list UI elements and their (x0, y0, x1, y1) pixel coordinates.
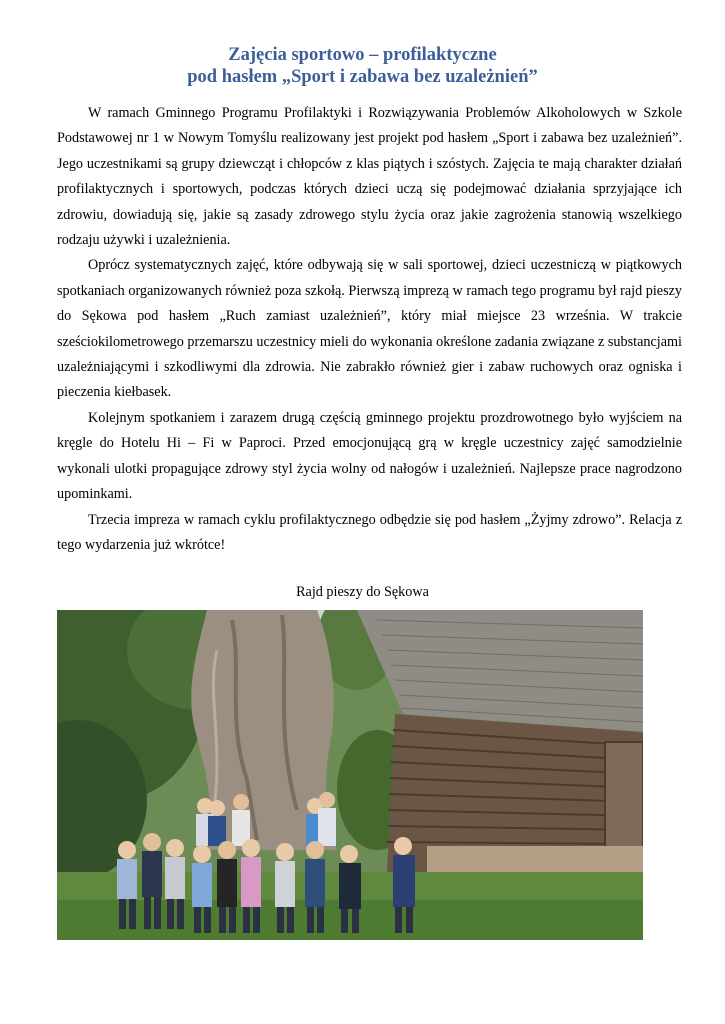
photo-caption: Rajd pieszy do Sękowa (296, 584, 429, 600)
page-title (0, 44, 725, 88)
paragraph-2: Oprócz systematycznych zajęć, które odbywają się w sali sportowej, dzieci uczestniczą w piątkowych spotkaniach organizowanych również poza szkołą. Pierwszą imprezą w ramach tego programu był rajd pieszy do Sękowa pod hasłem „Ruch zamiast uzależnień”, który miał miejsce 23 września. W trakcie sześciokilometrowego przemarszu uczestnicy mieli do wykonania określone zadania związane z substancjami uzależniającymi i szkodliwymi dla zdrowia. Nie zabrakło również gier i zabaw ruchowych oraz ogniska i pieczenia kiełbasek. (57, 257, 682, 401)
paragraph-3: Kolejnym spotkaniem i zarazem drugą częścią gminnego projektu prozdrowotnego było wyjściem na kręgle do Hotelu Hi – Fi w Paproci. Przed emocjonującą grą w kręgle uczestnicy zajęć samodzielnie wykonali ulotki propagujące zdrowy styl życia wolny od nałogów i uzależnień. Najlepsze prace nagrodzono upominkami. (57, 409, 682, 503)
group-photo-illustration (57, 610, 643, 940)
group-photo (57, 610, 643, 940)
title-line-2: pod hasłem „Sport i zabawa bez uzależnień” (187, 67, 538, 87)
title-line-1: Zajęcia sportowo – profilaktyczne (228, 45, 497, 65)
article-body (57, 101, 682, 558)
paragraph-4: Trzecia impreza w ramach cyklu profilaktycznego odbędzie się pod hasłem „Żyjmy zdrowo”. Relacja z tego wydarzenia już wkrótce! (57, 511, 682, 553)
paragraph-1: W ramach Gminnego Programu Profilaktyki i Rozwiązywania Problemów Alkoholowych w Szkole Podstawowej nr 1 w Nowym Tomyślu realizowany jest projekt pod hasłem „Sport i zabawa bez uzależnień”. Jego uczestnikami są grupy dziewcząt i chłopców z klas piątych i szóstych. Zajęcia te mają charakter działań profilaktycznych i sportowych, podczas których dzieci uczą się podejmować działania sprzyjające ich zdrowiu, dowiadują się, jakie są zasady zdrowego stylu życia oraz jakie zagrożenia stanowią wszelkiego rodzaju używki i uzależnienia. (57, 105, 682, 249)
